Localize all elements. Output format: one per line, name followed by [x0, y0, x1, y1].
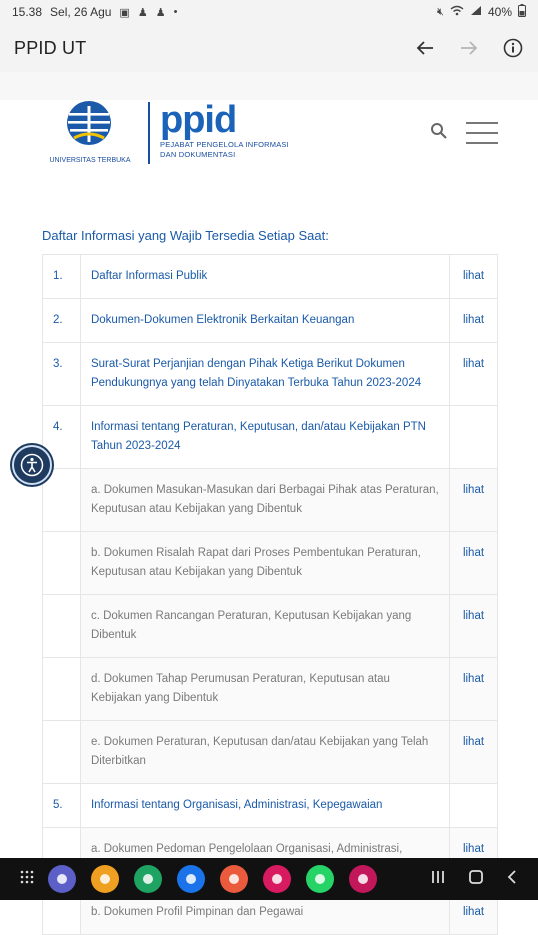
row-description: a. Dokumen Masukan-Masukan dari Berbagai Pihak atas Peraturan, Keputusan atau Kebijakan yang Dibentuk [80, 469, 449, 532]
section-title: Daftar Informasi yang Wajib Tersedia Setiap Saat: [42, 228, 329, 243]
lihat-link[interactable]: lihat [462, 906, 485, 918]
back-icon[interactable] [506, 869, 518, 890]
row-link-cell [450, 406, 498, 469]
app-bar [0, 24, 538, 72]
ppid-logo-sub-line2: DAN DOKUMENTASI [160, 150, 236, 159]
table-row [43, 299, 498, 343]
app-icon-bixby[interactable] [349, 865, 377, 893]
app-icon-files[interactable] [91, 865, 119, 893]
row-description: Informasi tentang Peraturan, Keputusan, dan/atau Kebijakan PTN Tahun 2023-2024 [80, 406, 449, 469]
lihat-link[interactable]: lihat [462, 484, 485, 496]
row-description: Dokumen-Dokumen Elektronik Berkaitan Keuangan [80, 299, 449, 343]
app-icon-onenote[interactable] [48, 865, 76, 893]
notification-icon: ♟ [155, 6, 166, 19]
ut-logo[interactable] [44, 100, 136, 170]
status-bar [0, 0, 538, 24]
status-time: 15.38 [12, 5, 43, 19]
lihat-link[interactable]: lihat [462, 314, 485, 326]
lihat-link[interactable]: lihat [462, 270, 485, 282]
row-description: Informasi tentang Organisasi, Administrasi, Kepegawaian [80, 784, 449, 828]
row-link-cell [450, 299, 498, 343]
gallery-icon: ▣ [119, 6, 130, 19]
row-link-cell [450, 343, 498, 406]
recent-apps-icon[interactable] [430, 869, 446, 890]
webview-top-gap [0, 72, 538, 100]
dot-icon: • [173, 6, 178, 18]
app-title: PPID UT [14, 37, 87, 58]
row-number: 1. [43, 255, 81, 299]
app-drawer-icon[interactable] [20, 870, 34, 889]
lihat-link[interactable]: lihat [462, 610, 485, 622]
row-link-cell [450, 784, 498, 828]
ppid-logo[interactable] [160, 100, 289, 160]
app-icon-phone[interactable] [134, 865, 162, 893]
home-icon[interactable] [468, 869, 484, 890]
row-number [43, 469, 81, 532]
row-link-cell [450, 255, 498, 299]
table-row [43, 658, 498, 721]
signal-icon [470, 5, 482, 19]
row-link-cell [450, 721, 498, 784]
row-link-cell [450, 532, 498, 595]
app-icon-messages[interactable] [177, 865, 205, 893]
lihat-link[interactable]: lihat [462, 843, 485, 855]
row-number: 2. [43, 299, 81, 343]
row-number [43, 595, 81, 658]
hamburger-menu-icon[interactable] [466, 122, 498, 144]
app-icon-contacts[interactable] [220, 865, 248, 893]
row-description: Daftar Informasi Publik [80, 255, 449, 299]
row-number [43, 532, 81, 595]
ut-globe-logo-icon [66, 100, 112, 146]
lihat-link[interactable]: lihat [462, 358, 485, 370]
row-number: 5. [43, 784, 81, 828]
row-description: Surat-Surat Perjanjian dengan Pihak Ketiga Berikut Dokumen Pendukungnya yang telah Dinyatakan Terbuka Tahun 2023-2024 [80, 343, 449, 406]
back-arrow-icon[interactable] [414, 37, 436, 59]
table-row [43, 595, 498, 658]
ut-logo-text: UNIVERSITAS TERBUKA [49, 157, 131, 164]
table-row [43, 469, 498, 532]
app-icon-whatsapp[interactable] [306, 865, 334, 893]
search-icon[interactable] [430, 122, 450, 142]
table-row [43, 406, 498, 469]
row-link-cell [450, 595, 498, 658]
row-number: 3. [43, 343, 81, 406]
wifi-icon [450, 5, 464, 19]
row-description: c. Dokumen Rancangan Peraturan, Keputusan Kebijakan yang Dibentuk [80, 595, 449, 658]
table-row [43, 255, 498, 299]
android-nav-bar [0, 858, 538, 900]
lihat-link[interactable]: lihat [462, 547, 485, 559]
info-icon[interactable] [502, 37, 524, 59]
battery-icon [518, 4, 526, 20]
app-icon-screen-recorder[interactable] [263, 865, 291, 893]
row-number [43, 658, 81, 721]
row-number [43, 721, 81, 784]
accessibility-icon[interactable] [12, 445, 52, 485]
site-header [0, 100, 538, 180]
status-date: Sel, 26 Agu [50, 5, 112, 19]
table-row [43, 721, 498, 784]
row-description: a. Dokumen Pedoman Pengelolaan Organisasi, Administrasi, [80, 828, 449, 891]
mute-icon: 🔇︎ [437, 5, 444, 18]
lihat-link[interactable]: lihat [462, 673, 485, 685]
battery-percent: 40% [487, 5, 512, 19]
row-description: d. Dokumen Tahap Perumusan Peraturan, Keputusan atau Kebijakan yang Dibentuk [80, 658, 449, 721]
row-description: b. Dokumen Risalah Rapat dari Proses Pembentukan Peraturan, Keputusan atau Kebijakan yang Dibentuk [80, 532, 449, 595]
logo-divider [148, 102, 150, 164]
row-description: e. Dokumen Peraturan, Keputusan dan/atau Kebijakan yang Telah Diterbitkan [80, 721, 449, 784]
row-link-cell [450, 658, 498, 721]
table-row [43, 784, 498, 828]
row-description: b. Dokumen Profil Pimpinan dan Pegawai [80, 891, 449, 935]
row-link-cell [450, 469, 498, 532]
info-table [42, 254, 498, 935]
notification-icon: ♟ [137, 6, 148, 19]
lihat-link[interactable]: lihat [462, 736, 485, 748]
ppid-logo-sub-line1: PEJABAT PENGELOLA INFORMASI [160, 140, 289, 149]
row-number: 4. [43, 406, 81, 469]
ppid-logo-word: ppid [160, 99, 237, 141]
forward-arrow-icon[interactable] [458, 37, 480, 59]
table-row [43, 532, 498, 595]
table-row [43, 343, 498, 406]
